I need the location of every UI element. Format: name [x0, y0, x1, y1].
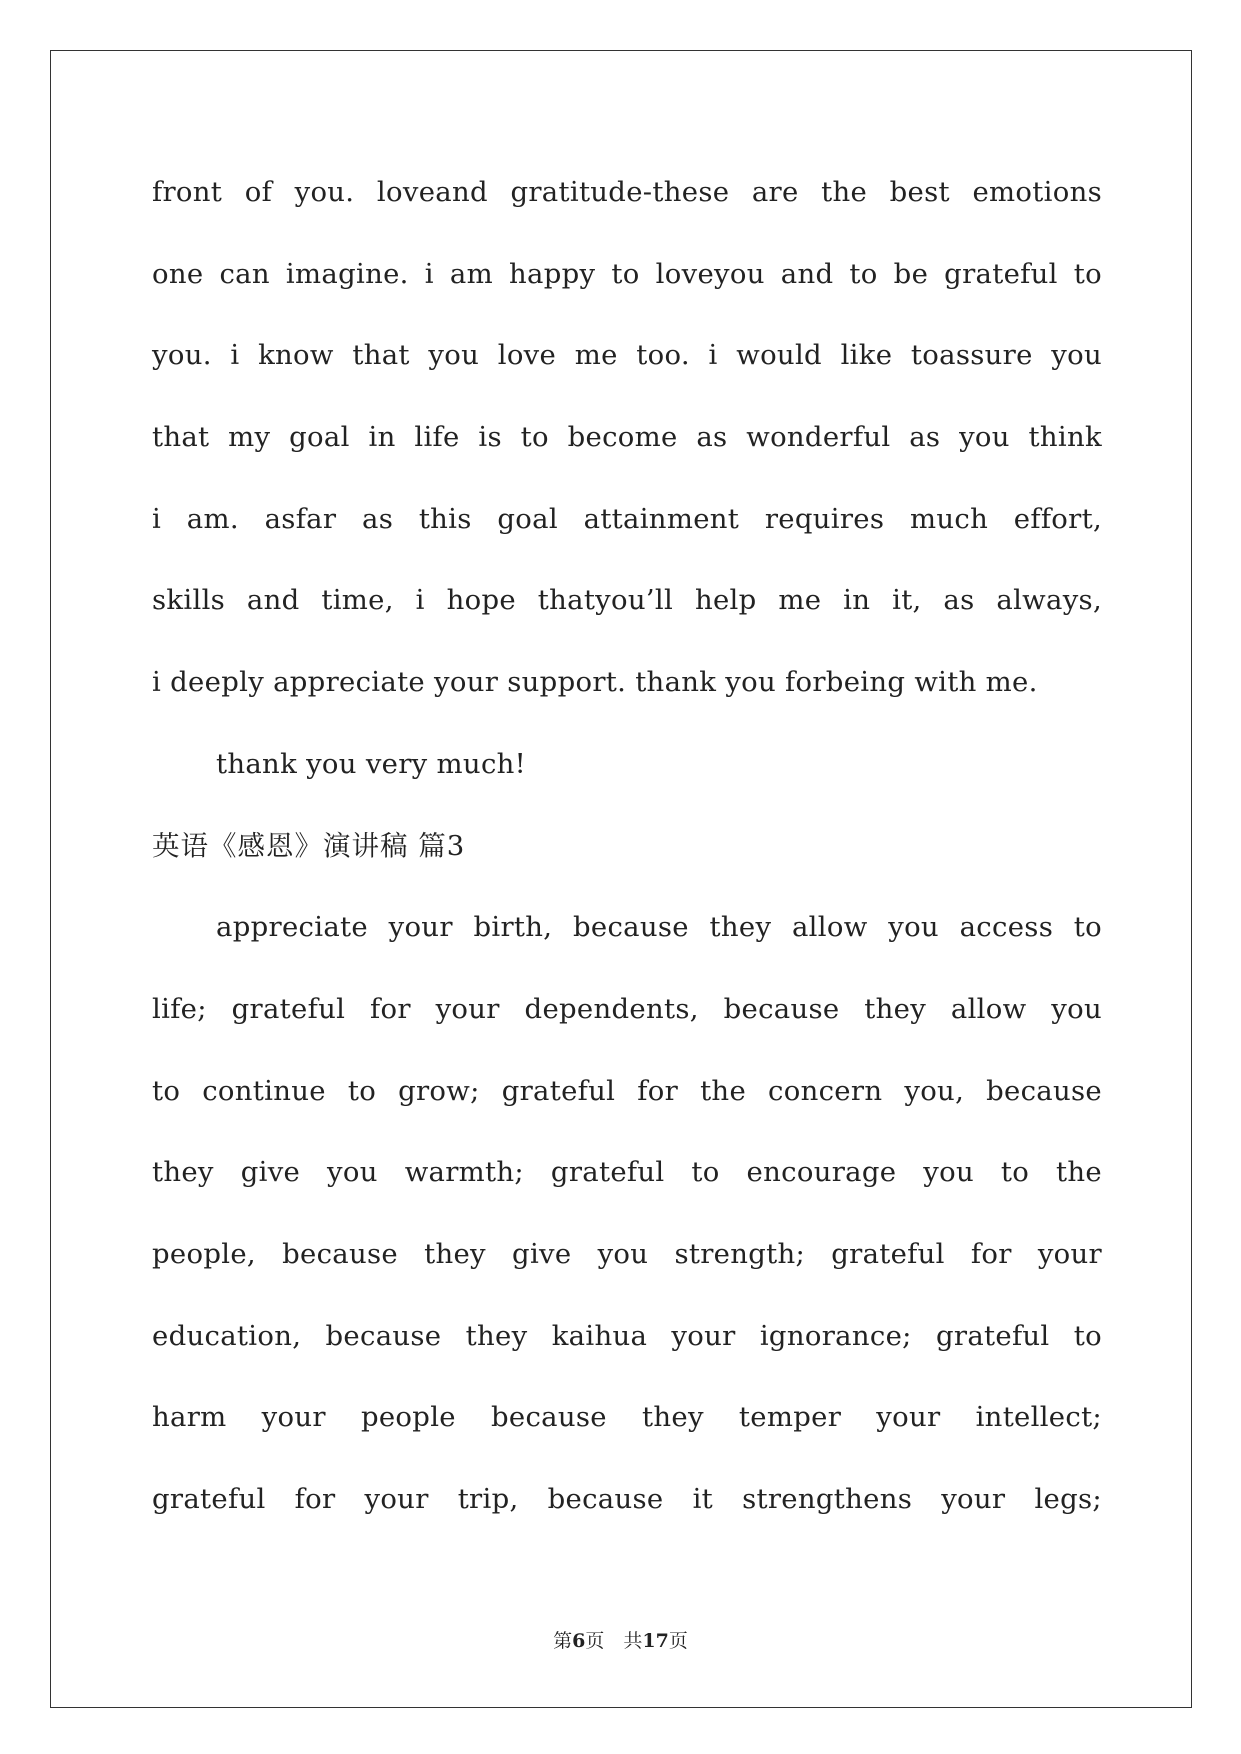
text-line: life; grateful for your dependents, because they allow you — [152, 992, 1102, 1025]
current-page-number: 6 — [572, 1630, 586, 1652]
closing-line: thank you very much! — [216, 747, 527, 780]
text-line: education, because they kaihua your ignorance; grateful to — [152, 1319, 1102, 1352]
document-body — [152, 152, 1102, 1541]
section-heading: 英语《感恩》演讲稿 篇3 — [152, 829, 466, 862]
text-line: harm your people because they temper your intellect; — [152, 1401, 1102, 1434]
text-line: that my goal in life is to become as wonderful as you think — [152, 421, 1102, 454]
page-footer — [0, 1626, 1241, 1653]
text-line: they give you warmth; grateful to encourage you to the — [152, 1156, 1102, 1189]
footer-mid: 页 共 — [585, 1630, 643, 1652]
text-line: you. i know that you love me too. i would like toassure you — [152, 339, 1102, 372]
text-line: appreciate your birth, because they allow you access to — [216, 911, 1102, 944]
text-line: to continue to grow; grateful for the concern you, because — [152, 1074, 1102, 1107]
text-line: people, because they give you strength; grateful for your — [152, 1237, 1102, 1270]
text-line: grateful for your trip, because it strengthens your legs; — [152, 1483, 1102, 1515]
footer-suffix: 页 — [668, 1630, 688, 1652]
text-line: i am. asfar as this goal attainment requires much effort, — [152, 502, 1102, 535]
text-line: skills and time, i hope thatyou’ll help me in it, as always, — [152, 584, 1102, 617]
footer-prefix: 第 — [553, 1630, 573, 1652]
text-line: one can imagine. i am happy to loveyou and to be grateful to — [152, 257, 1102, 290]
text-line: front of you. loveand gratitude-these are the best emotions — [152, 176, 1102, 208]
text-line: i deeply appreciate your support. thank you forbeing with me. — [152, 666, 1038, 699]
total-page-count: 17 — [642, 1630, 669, 1652]
